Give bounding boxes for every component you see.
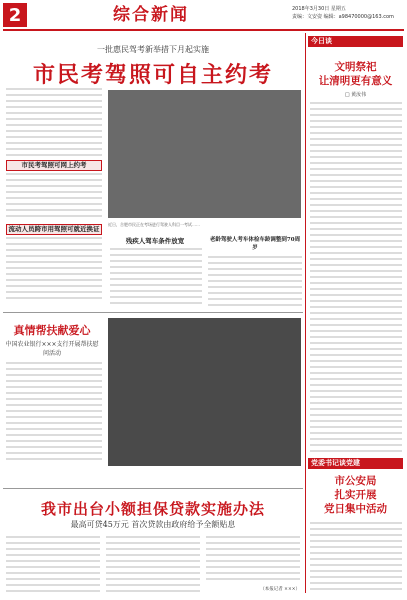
commentary-title-2: 让清明更有意义	[318, 75, 393, 87]
party-title-2: 扎实开展	[334, 489, 377, 501]
section-title: 综合新闻	[113, 5, 189, 25]
party-title-3: 党日集中活动	[324, 503, 387, 515]
lead-article-text	[6, 88, 102, 156]
exam-room-photo	[108, 90, 301, 218]
editor-line: 责编：文安姿 编辑：a98470000@163.com	[292, 14, 394, 20]
bottom-column-1	[6, 536, 100, 592]
commentary-byline: □ 黄汝伟	[344, 92, 367, 98]
bottom-column-3	[206, 536, 300, 584]
bottom-rule	[3, 488, 303, 489]
column-divider	[305, 33, 306, 593]
bottom-subhead: 最高可贷45万元 首次贷款由政府给予全额贴息	[70, 520, 236, 529]
date-line: 2018年3月30日 星期五	[292, 6, 346, 12]
credit-story-title: 真情帮扶献爱心	[13, 324, 91, 337]
section-rule	[3, 312, 303, 313]
bottom-headline: 我市出台小额担保贷款实施办法	[40, 500, 265, 518]
bottom-credit: （本报记者 ×××）	[260, 587, 300, 592]
lead-section-2-text	[6, 237, 102, 303]
lead-headline: 市民考驾照可自主约考	[32, 62, 273, 88]
lead-kicker: 一批惠民驾考新举措下月起实施	[97, 45, 209, 54]
commentary-text	[310, 102, 402, 452]
tab-today: 今日谈	[308, 36, 403, 47]
lead-section-4-text	[208, 256, 302, 308]
lead-section-1-text	[6, 173, 102, 220]
party-text	[310, 522, 402, 594]
masthead-rule	[3, 29, 404, 31]
lead-subhead-1: 市民考驾照可网上约考	[6, 160, 102, 171]
commentary-title-1: 文明祭祀	[334, 61, 377, 73]
credit-story-text	[6, 362, 102, 462]
donation-photo	[108, 318, 301, 466]
lead-subhead-2: 流动人员跨市用驾照可就近换证	[6, 224, 102, 235]
page-number: 2	[3, 3, 27, 27]
issue-info	[292, 5, 404, 21]
bottom-column-2	[106, 536, 200, 592]
lead-subhead-4: 老龄驾驶人考车体检车龄调整到70周岁	[209, 237, 301, 251]
tab-party: 党委书记谈党建	[308, 458, 403, 469]
credit-story-subtitle: 中国农业银行×××支行开展帮扶慰问活动	[5, 341, 99, 357]
lead-subhead-3: 残疾人驾车条件放宽	[125, 237, 185, 245]
photo-caption: 近日，合肥市民正在考场进行驾驶人科目一考试……	[108, 222, 200, 227]
party-title-1: 市公安局	[334, 475, 377, 487]
lead-section-3-text	[110, 248, 202, 308]
